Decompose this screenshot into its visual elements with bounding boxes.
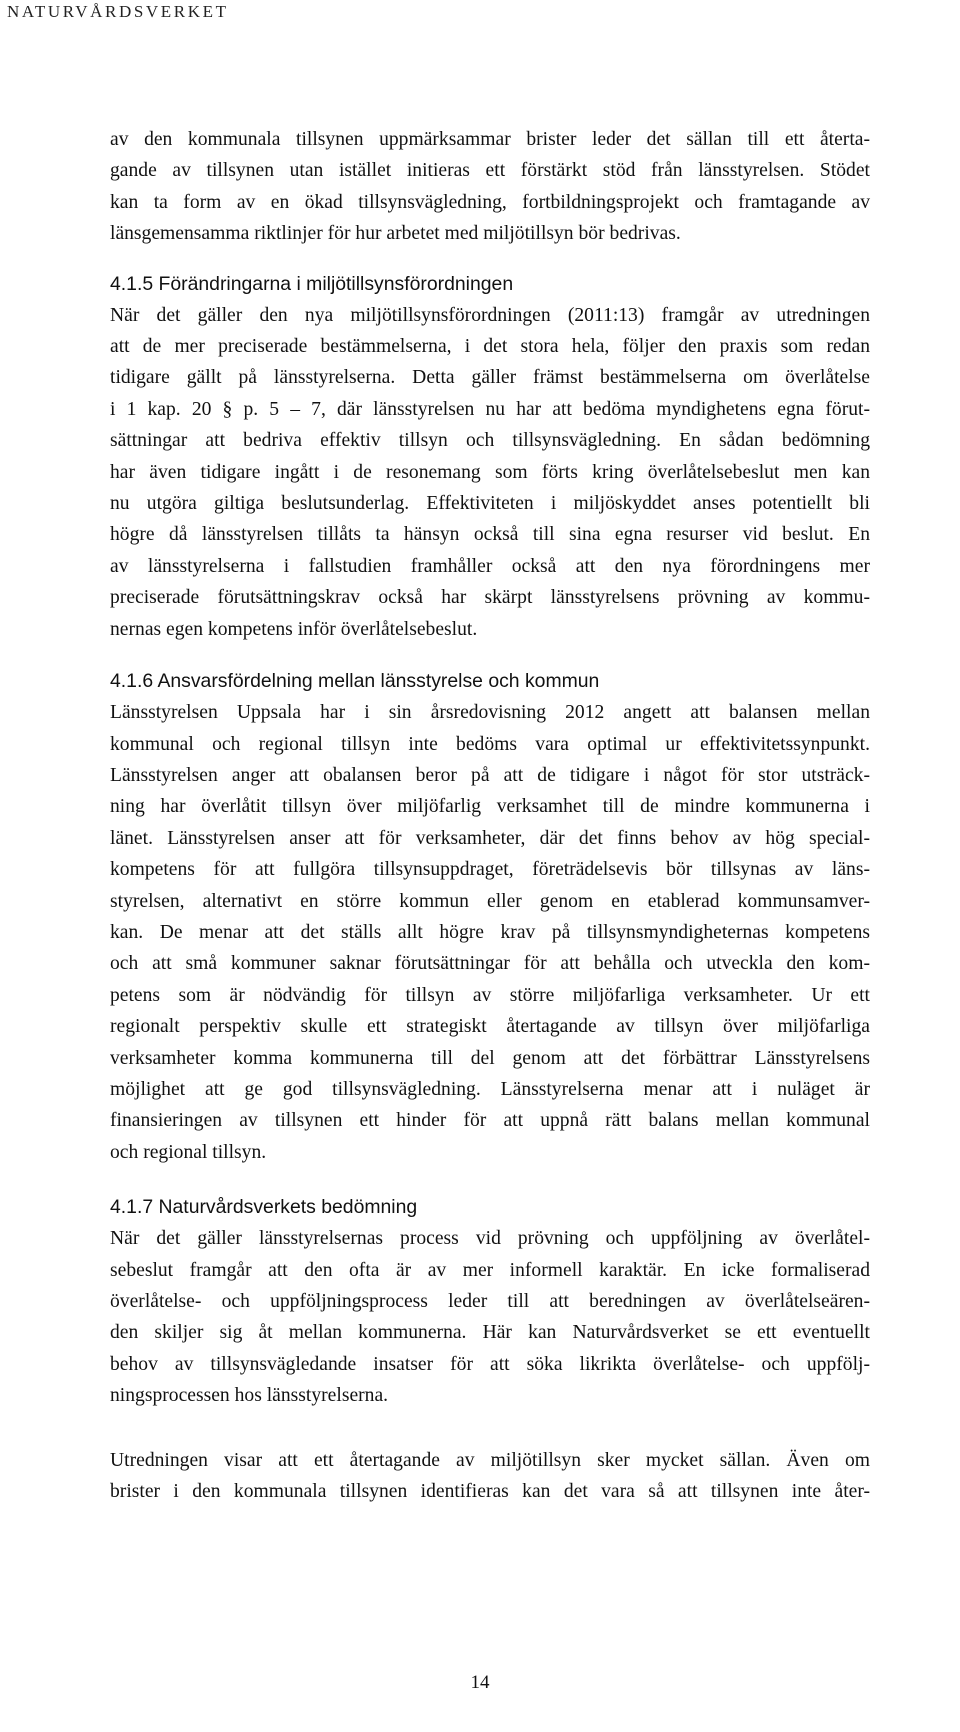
text-line: och att små kommuner saknar förutsättningar för att behålla och utveckla den kom- bbox=[110, 953, 870, 975]
section-heading-4-1-5: 4.1.5 Förändringarna i miljötillsynsförordningen bbox=[110, 272, 514, 295]
text-line: den skiljer sig åt mellan kommunerna. Här kan Naturvårdsverket se ett eventuellt bbox=[110, 1322, 870, 1344]
section-heading-4-1-6: 4.1.6 Ansvarsfördelning mellan länsstyrelse och kommun bbox=[110, 670, 600, 693]
text-line: av den kommunala tillsynen uppmärksammar brister leder det sällan till ett återta- bbox=[110, 129, 870, 150]
text-line: regionalt perspektiv skulle ett strategiskt återtagande av tillsyn över miljöfarliga bbox=[110, 1016, 870, 1038]
text-line: preciserade förutsättningskrav också har skärpt länsstyrelsens prövning av kommu- bbox=[110, 587, 870, 609]
text-line: Länsstyrelsen Uppsala har i sin årsredovisning 2012 angett att balansen mellan bbox=[110, 702, 870, 724]
text-line: petens som är nödvändig för tillsyn av större miljöfarliga verksamheter. Ur ett bbox=[110, 984, 870, 1006]
text-line: av länsstyrelserna i fallstudien framhåller också att den nya förordningens mer bbox=[110, 555, 870, 577]
text-line: länsgemensamma riktlinjer för hur arbetet med miljötillsyn bör bedrivas. bbox=[110, 223, 681, 245]
text-line: Länsstyrelsen anger att obalansen beror på att de tidigare i något för stor utsträck- bbox=[110, 764, 870, 786]
page-header-org: NATURVÅRDSVERKET bbox=[7, 2, 229, 21]
text-line: möjlighet att ge god tillsynsvägledning. Länsstyrelserna menar att i nuläget är bbox=[110, 1078, 870, 1100]
document-body bbox=[110, 124, 870, 1507]
text-line: brister i den kommunala tillsynen identifieras kan det vara så att tillsynen inte åter- bbox=[110, 1481, 870, 1503]
paragraph-assessment bbox=[110, 1223, 870, 1411]
text-line: kan. De menar att det ställs allt högre krav på tillsynsmyndigheternas kompetens bbox=[110, 921, 870, 943]
paragraph-responsibility bbox=[110, 697, 870, 1168]
text-line: behov av tillsynsvägledande insatser för att söka likrikta överlåtelse- och uppfölj- bbox=[110, 1353, 870, 1375]
text-line: högre då länsstyrelsen tillåts ta hänsyn också till sina egna resurser vid beslut. En bbox=[110, 524, 870, 546]
text-line: har även tidigare ingått i de resonemang som förts kring överlåtelsebeslut men kan bbox=[110, 461, 870, 483]
paragraph-regulation-changes bbox=[110, 300, 870, 645]
text-line: finansieringen av tillsynen ett hinder för att uppnå rätt balans mellan kommunal bbox=[110, 1110, 870, 1132]
text-line: länet. Länsstyrelsen anser att för verksamheter, där det finns behov av hög special- bbox=[110, 827, 870, 849]
text-line: Utredningen visar att ett återtagande av miljötillsyn sker mycket sällan. Även om bbox=[110, 1449, 870, 1471]
text-line: kan ta form av en ökad tillsynsvägledning, fortbildningsprojekt och framtagande av bbox=[110, 191, 870, 213]
page-number: 14 bbox=[470, 1672, 490, 1693]
text-line: överlåtelse- och uppföljningsprocess leder till att beredningen av överlåtelseären- bbox=[110, 1291, 870, 1312]
text-line: och regional tillsyn. bbox=[110, 1141, 267, 1163]
text-line: styrelsen, alternativt en större kommun eller genom en etablerad kommunsamver- bbox=[110, 890, 870, 912]
paragraph-continuation bbox=[110, 124, 870, 250]
text-line: nernas egen kompetens inför överlåtelsebeslut. bbox=[110, 618, 478, 640]
text-line: att de mer preciserade bestämmelserna, i det stora hela, följer den praxis som redan bbox=[110, 336, 870, 358]
text-line: ning har överlåtit tillsyn över miljöfarlig verksamhet till de mindre kommunerna i bbox=[110, 796, 870, 818]
text-line: kommunal och regional tillsyn inte bedöms vara optimal ur effektivitetssynpunkt. bbox=[110, 733, 870, 755]
text-line: gande av tillsynen utan istället initieras ett förstärkt stöd från länsstyrelsen. Stödet bbox=[110, 160, 870, 182]
paragraph-conclusion bbox=[110, 1445, 870, 1508]
text-line: tidigare gällt på länsstyrelserna. Detta gäller främst bestämmelserna om överlåtelse bbox=[110, 367, 870, 389]
text-line: När det gäller den nya miljötillsynsförordningen (2011:13) framgår av utredningen bbox=[110, 304, 870, 326]
text-line: kompetens för att fullgöra tillsynsuppdraget, företrädelsevis bör tillsynas av läns- bbox=[110, 859, 870, 881]
text-line: nu utgöra giltiga beslutsunderlag. Effektiviteten i miljöskyddet anses potentiellt bli bbox=[110, 493, 870, 515]
text-line: sättningar att bedriva effektiv tillsyn och tillsynsvägledning. En sådan bedömning bbox=[110, 430, 870, 452]
text-line: sebeslut framgår att den ofta är av mer informell karaktär. En icke formaliserad bbox=[110, 1259, 870, 1281]
text-line: ningsprocessen hos länsstyrelserna. bbox=[110, 1385, 389, 1407]
text-line: i 1 kap. 20 § p. 5 – 7, där länsstyrelsen nu har att bedöma myndighetens egna förut- bbox=[110, 398, 870, 420]
section-heading-4-1-7: 4.1.7 Naturvårdsverkets bedömning bbox=[110, 1196, 418, 1219]
text-line: När det gäller länsstyrelsernas process vid prövning och uppföljning av överlåtel- bbox=[110, 1228, 870, 1250]
text-line: verksamheter komma kommunerna till del genom att det förbättrar Länsstyrelsens bbox=[110, 1047, 870, 1069]
